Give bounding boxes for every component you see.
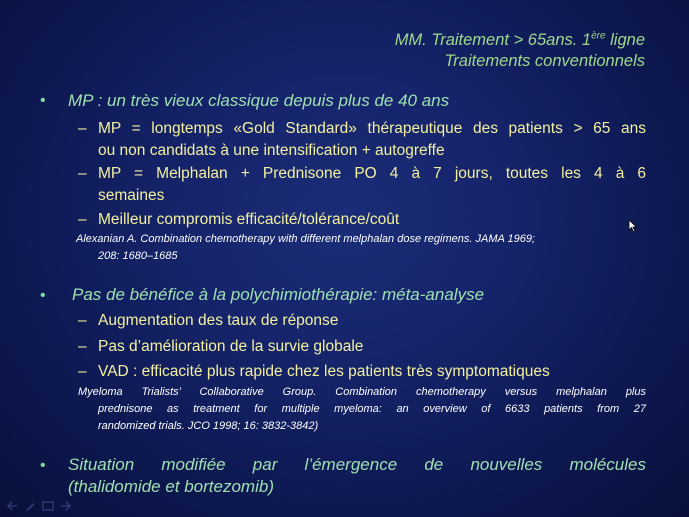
- item-line: Meilleur compromis efficacité/tolérance/coût: [98, 211, 400, 228]
- title-line-2: Traitements conventionnels: [444, 52, 645, 70]
- section2-item-2: [78, 336, 646, 358]
- slides-menu-icon[interactable]: [42, 501, 54, 511]
- reference-line: randomized trials. JCO 1998; 16: 3832-3842): [98, 420, 319, 432]
- section1-reference: [76, 231, 646, 265]
- section2-item-3: [78, 361, 646, 383]
- section1-item-2: [78, 163, 646, 207]
- reference-line: 208: 1680–1685: [98, 250, 178, 262]
- section2-heading: Pas de bénéfice à la polychimiothérapie: méta-analyse: [72, 285, 485, 304]
- item-line: Augmentation des taux de réponse: [98, 312, 339, 329]
- slide-title: [395, 30, 645, 72]
- section1-item-3: [78, 209, 646, 231]
- pen-icon[interactable]: [24, 501, 36, 511]
- item-line: semaines: [98, 187, 165, 204]
- section3-line: Situation modifiée par l’émergence de nouvelles molécules: [68, 455, 646, 474]
- dash-marker: –: [78, 338, 87, 355]
- section1-item-1: [78, 118, 646, 162]
- section2-reference: [78, 384, 646, 435]
- dash-marker: –: [78, 211, 87, 228]
- bullet-marker: •: [40, 457, 46, 474]
- reference-line: Alexanian A. Combination chemotherapy with different melphalan dose regimens. JAMA 1969;: [76, 233, 535, 245]
- mouse-cursor-icon: [628, 219, 638, 233]
- section2-item-1: [78, 310, 646, 332]
- reference-line: Myeloma Trialists’ Collaborative Group. Combination chemotherapy versus melphalan plus: [78, 386, 646, 398]
- dash-marker: –: [78, 165, 87, 182]
- section3-line: (thalidomide et bortezomib): [68, 477, 274, 496]
- item-line: MP = Melphalan + Prednisone PO 4 à 7 jours, toutes les 4 à 6: [98, 165, 646, 182]
- bullet-marker: •: [40, 287, 46, 304]
- slideshow-nav: [6, 501, 72, 511]
- item-line: VAD : efficacité plus rapide chez les patients très symptomatiques: [98, 363, 550, 380]
- dash-marker: –: [78, 120, 87, 137]
- reference-line: prednisone as treatment for multiple myeloma: an overview of 6633 patients from 27: [98, 403, 646, 415]
- back-arrow-icon[interactable]: [6, 501, 18, 511]
- dash-marker: –: [78, 312, 87, 329]
- section1-heading: MP : un très vieux classique depuis plus de 40 ans: [68, 91, 450, 110]
- item-line: Pas d’amélioration de la survie globale: [98, 338, 364, 355]
- dash-marker: –: [78, 363, 87, 380]
- bullet-marker: •: [40, 92, 46, 109]
- item-line: ou non candidats à une intensification + autogreffe: [98, 142, 445, 159]
- item-line: MP = longtemps «Gold Standard» thérapeutique des patients > 65 ans: [98, 120, 646, 137]
- title-line-1: MM. Traitement > 65ans. 1ère ligne: [394, 30, 645, 49]
- section3-text: [68, 454, 646, 498]
- forward-arrow-icon[interactable]: [60, 501, 72, 511]
